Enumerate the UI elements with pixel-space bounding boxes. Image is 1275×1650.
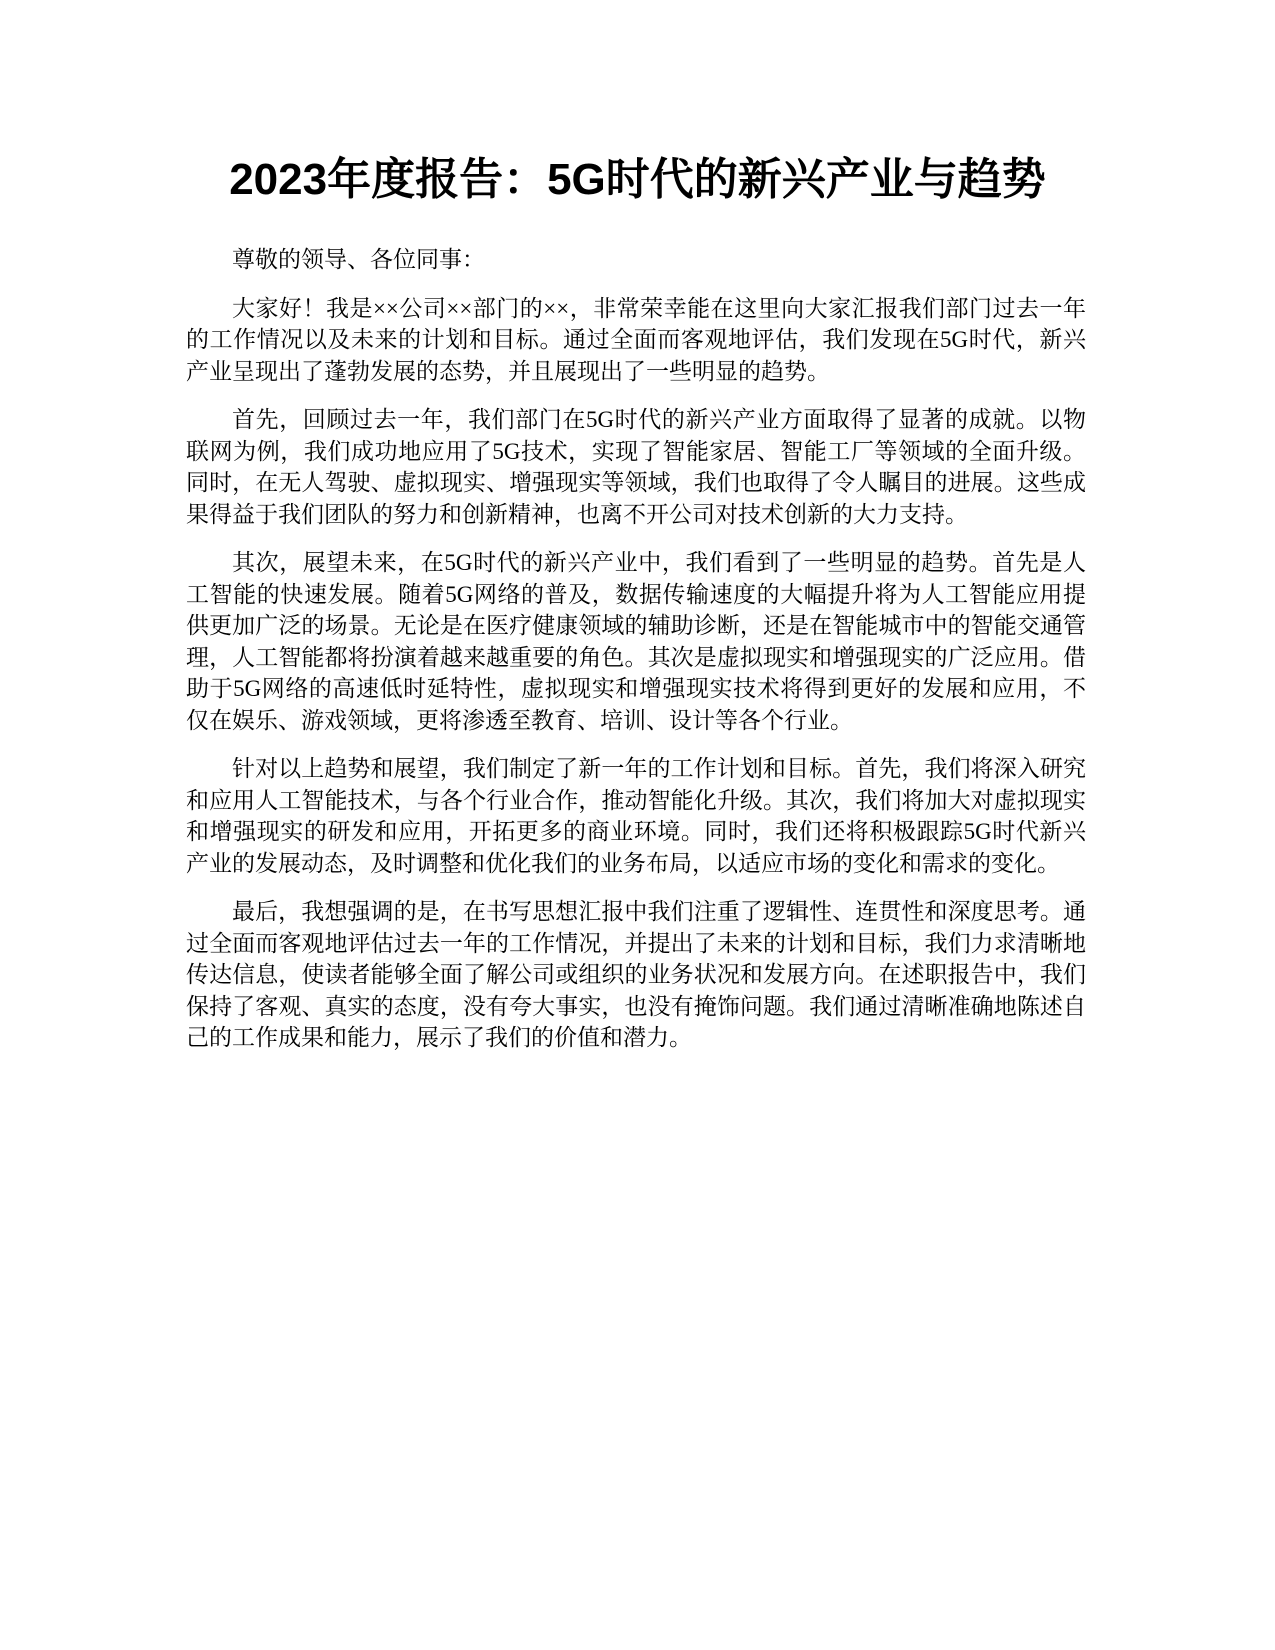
plan-paragraph: 针对以上趋势和展望，我们制定了新一年的工作计划和目标。首先，我们将深入研究和应用人工智能技术，与各个行业合作，推动智能化升级。其次，我们将加大对虚拟现实和增强现实的研发和应用，开拓更多的商业环境。同时，我们还将积极跟踪5G时代新兴产业的发展动态，及时调整和优化我们的业务布局，以适应市场的变化和需求的变化。	[186, 756, 1086, 876]
document-body	[186, 244, 1086, 1071]
review-paragraph: 首先，回顾过去一年，我们部门在5G时代的新兴产业方面取得了显著的成就。以物联网为例，我们成功地应用了5G技术，实现了智能家居、智能工厂等领域的全面升级。同时，在无人驾驶、虚拟现实、增强现实等领域，我们也取得了令人瞩目的进展。这些成果得益于我们团队的努力和创新精神，也离不开公司对技术创新的大力支持。	[186, 407, 1086, 527]
page-title: 2023年度报告：5G时代的新兴产业与趋势	[229, 155, 1046, 204]
conclusion-paragraph: 最后，我想强调的是，在书写思想汇报中我们注重了逻辑性、连贯性和深度思考。通过全面而客观地评估过去一年的工作情况，并提出了未来的计划和目标，我们力求清晰地传达信息，使读者能够全面了解公司或组织的业务状况和发展方向。在述职报告中，我们保持了客观、真实的态度，没有夸大事实，也没有掩饰问题。我们通过清晰准确地陈述自己的工作成果和能力，展示了我们的价值和潜力。	[186, 899, 1086, 1050]
intro-paragraph: 大家好！我是××公司××部门的××，非常荣幸能在这里向大家汇报我们部门过去一年的工作情况以及未来的计划和目标。通过全面而客观地评估，我们发现在5G时代，新兴产业呈现出了蓬勃发展的态势，并且展现出了一些明显的趋势。	[186, 295, 1086, 384]
salutation-paragraph: 尊敬的领导、各位同事：	[232, 247, 485, 272]
outlook-paragraph: 其次，展望未来，在5G时代的新兴产业中，我们看到了一些明显的趋势。首先是人工智能的快速发展。随着5G网络的普及，数据传输速度的大幅提升将为人工智能应用提供更加广泛的场景。无论是在医疗健康领域的辅助诊断，还是在智能城市中的智能交通管理，人工智能都将扮演着越来越重要的角色。其次是虚拟现实和增强现实的广泛应用。借助于5G网络的高速低时延特性，虚拟现实和增强现实技术将得到更好的发展和应用，不仅在娱乐、游戏领域，更将渗透至教育、培训、设计等各个行业。	[186, 550, 1086, 733]
